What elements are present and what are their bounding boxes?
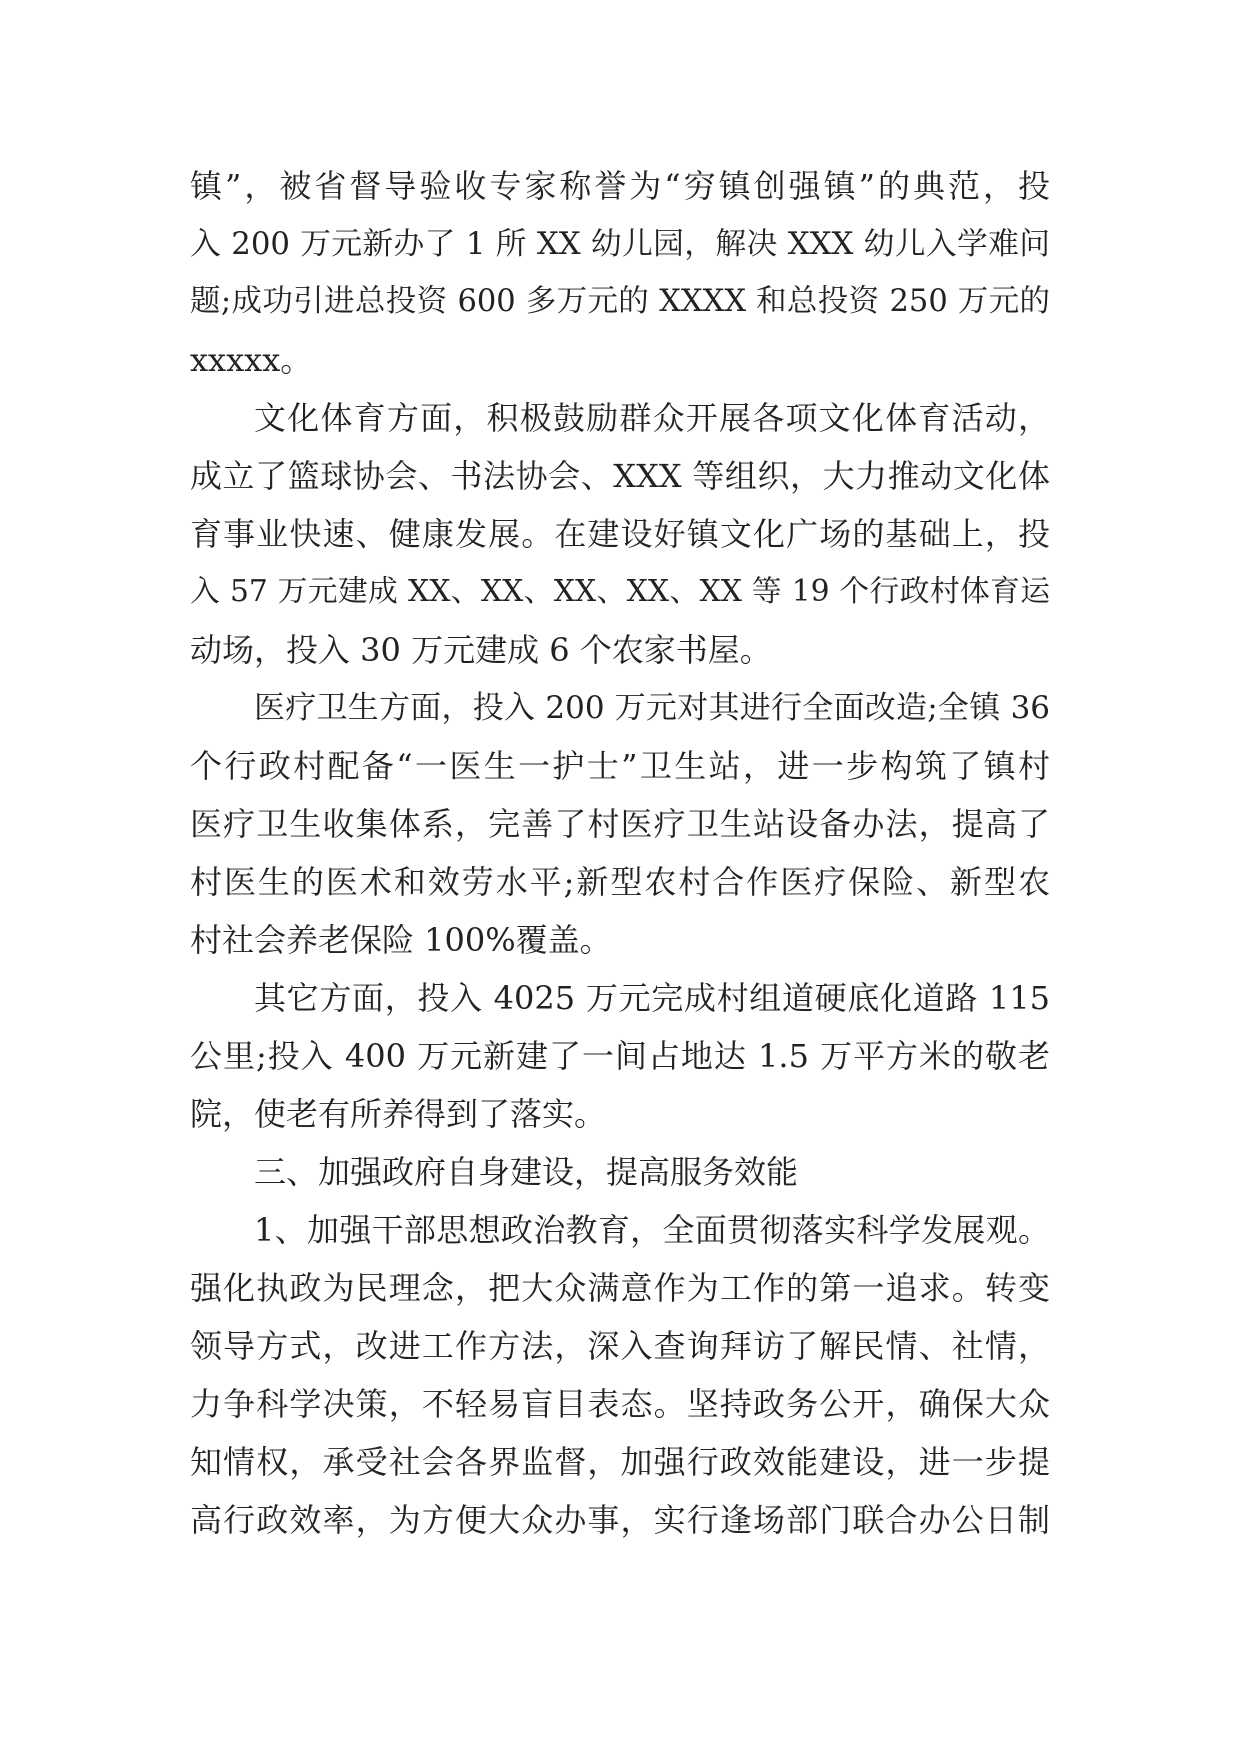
text-line: 题;成功引进总投资 600 多万元的 XXXX 和总投资 250 万元的 [190, 284, 1050, 319]
text-line: 村医生的医术和效劳水平;新型农村合作医疗保险、新型农 [190, 863, 1050, 901]
text-line: 公里;投入 400 万元新建了一间占地达 1.5 万平方米的敬老 [190, 1037, 1050, 1075]
text-line: 领导方式，改进工作方法，深入查询拜访了解民情、社情， [190, 1327, 1050, 1365]
text-line: 入 57 万元建成 XX、XX、XX、XX、XX 等 19 个行政村体育运 [190, 574, 1050, 609]
text-line: 个行政村配备“一医生一护士”卫生站，进一步构筑了镇村 [190, 747, 1050, 785]
text-line: 强化执政为民理念，把大众满意作为工作的第一追求。转变 [190, 1269, 1050, 1307]
text-line: 入 200 万元新办了 1 所 XX 幼儿园，解决 XXX 幼儿入学难问 [190, 226, 1050, 262]
document-body [190, 157, 1050, 1549]
text-line: 知情权，承受社会各界监督，加强行政效能建设，进一步提 [190, 1443, 1050, 1481]
text-line: xxxxx。 [190, 341, 313, 379]
text-line: 医疗卫生收集体系，完善了村医疗卫生站设备办法，提高了 [190, 805, 1050, 843]
text-line: 三、加强政府自身建设，提高服务效能 [254, 1153, 799, 1191]
text-line: 院，使老有所养得到了落实。 [190, 1095, 607, 1133]
text-line: 镇”，被省督导验收专家称誉为“穷镇创强镇”的典范，投 [190, 167, 1050, 205]
text-line: 村社会养老保险 100%覆盖。 [190, 921, 612, 959]
text-line: 文化体育方面，积极鼓励群众开展各项文化体育活动， [254, 399, 1050, 437]
text-line: 成立了篮球协会、书法协会、XXX 等组织，大力推动文化体 [190, 457, 1050, 495]
text-line: 动场，投入 30 万元建成 6 个农家书屋。 [190, 631, 772, 669]
text-line: 力争科学决策，不轻易盲目表态。坚持政务公开，确保大众 [190, 1385, 1050, 1423]
text-line: 医疗卫生方面，投入 200 万元对其进行全面改造;全镇 36 [254, 690, 1050, 726]
text-line: 高行政效率，为方便大众办事，实行逢场部门联合办公日制 [190, 1501, 1050, 1539]
text-line: 其它方面，投入 4025 万元完成村组道硬底化道路 115 [254, 979, 1050, 1017]
text-line: 1、加强干部思想政治教育，全面贯彻落实科学发展观。 [254, 1211, 1050, 1249]
text-line: 育事业快速、健康发展。在建设好镇文化广场的基础上，投 [190, 515, 1050, 553]
